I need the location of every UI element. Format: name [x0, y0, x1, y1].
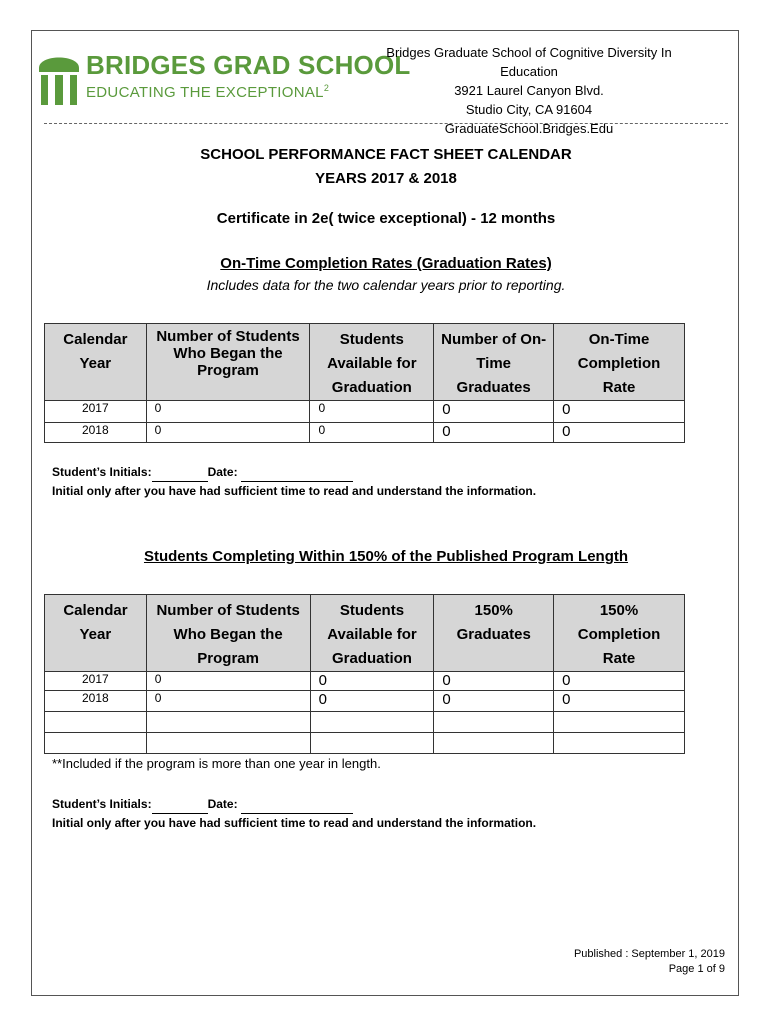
document-title: SCHOOL PERFORMANCE FACT SHEET CALENDAR YEARS 2017 & 2018 — [200, 146, 572, 187]
table-footnote: **Included if the program is more than one year in length. — [52, 756, 381, 771]
section1-subheading: Includes data for the two calendar years prior to reporting. — [206, 277, 566, 293]
address-line: GraduateSchool.Bridges.Edu — [444, 121, 614, 136]
table-row: 2017 0 0 0 0 — [45, 672, 685, 691]
header-150-rate: 150% Completion Rate — [554, 595, 685, 672]
section1-heading-block — [44, 255, 728, 293]
initials-label: Student’s Initials: — [52, 465, 152, 479]
header-calendar-year: Calendar Year — [45, 595, 147, 672]
published-date: Published : September 1, 2019 — [573, 948, 725, 960]
table-row: 2018 0 0 0 0 — [45, 423, 685, 443]
initials-instruction: Initial only after you have had sufficient time to read and understand the information. — [52, 484, 537, 498]
logo-superscript: 2 — [323, 83, 330, 93]
header-students-began: Number of Students Who Began the Program — [146, 595, 310, 672]
logo-tagline: EDUCATING THE EXCEPTIONAL$^2$ — [86, 83, 330, 101]
completion-150-table — [44, 594, 685, 754]
certificate-name: Certificate in 2e( twice exceptional) - 12 months — [216, 210, 556, 227]
header-students-available: Students Available for Graduation — [310, 324, 434, 401]
header-students-began: Number of Students Who Began the Program — [146, 324, 310, 401]
date-label: Date: — [207, 797, 238, 811]
section1-heading: On-Time Completion Rates (Graduation Rates) — [220, 255, 552, 272]
page-number: Page 1 of 9 — [668, 963, 725, 975]
header-150-graduates: 150% Graduates — [434, 595, 554, 672]
table-row: 2018 0 0 0 0 — [45, 691, 685, 712]
initials-block-1 — [52, 463, 536, 501]
bridge-logo-icon — [36, 48, 82, 110]
initials-block-2 — [52, 795, 536, 833]
date-label: Date: — [207, 465, 238, 479]
initials-instruction: Initial only after you have had sufficient time to read and understand the information. — [52, 816, 537, 830]
header-ontime-rate: On-Time Completion Rate — [554, 324, 685, 401]
table-row: 2017 0 0 0 0 — [45, 401, 685, 423]
header-students-available: Students Available for Graduation — [310, 595, 434, 672]
page-footer — [574, 947, 725, 977]
completion-rates-table — [44, 323, 685, 443]
address-line: Bridges Graduate School of Cognitive Diversity In Education — [386, 45, 672, 79]
address-line: Studio City, CA 91604 — [465, 102, 593, 117]
header-ontime-graduates: Number of On-Time Graduates — [434, 324, 554, 401]
address-line: 3921 Laurel Canyon Blvd. — [454, 83, 604, 98]
table-row — [45, 733, 685, 754]
initials-label: Student’s Initials: — [52, 797, 152, 811]
school-logo — [36, 48, 411, 110]
header-divider — [44, 123, 728, 124]
header-calendar-year: Calendar Year — [45, 324, 147, 401]
table-row — [45, 712, 685, 733]
section2-heading: Students Completing Within 150% of the Published Program Length — [143, 548, 629, 565]
logo-name: BRIDGES GRAD SCHOOL — [86, 50, 411, 80]
